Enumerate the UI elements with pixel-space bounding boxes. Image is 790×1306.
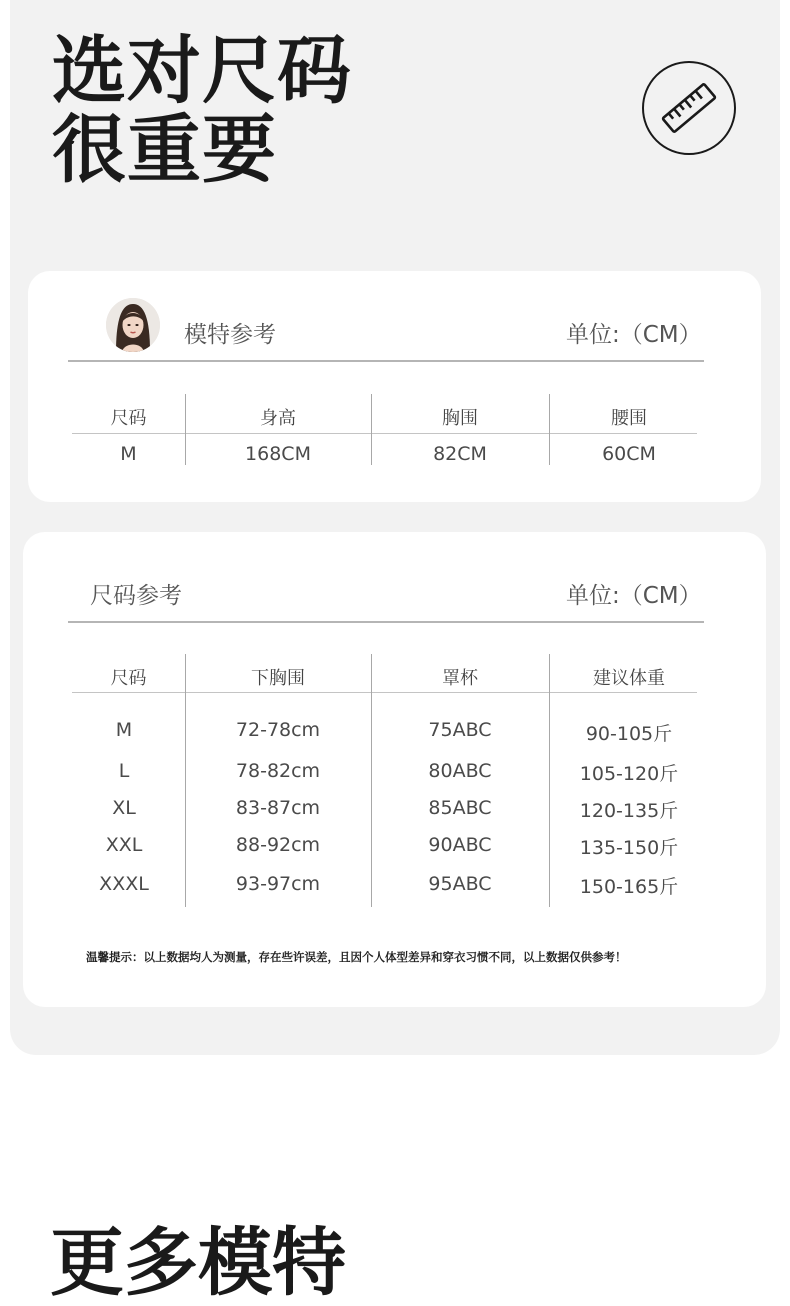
size-cell-weight: 135-150斤 <box>579 837 679 859</box>
size-card-heading: 尺码参考 <box>90 583 182 609</box>
measurement-notice: 温馨提示：以上数据均人为测量，存在些许误差，且因个人体型差异和穿衣习惯不同，以上数据仅供参考！ <box>86 950 627 964</box>
model-avatar-image <box>106 298 160 352</box>
next-section-title: 更多模特 <box>50 1220 346 1306</box>
model-card-unit: 单位:（CM） <box>566 322 702 348</box>
model-col-header: 尺码 <box>110 408 147 429</box>
size-cell-size: M <box>115 719 133 741</box>
size-cell-weight: 105-120斤 <box>579 763 679 785</box>
size-cell-cup: 80ABC <box>428 760 492 782</box>
size-cell-weight: 90-105斤 <box>585 723 673 745</box>
model-card-heading: 模特参考 <box>184 322 276 348</box>
model-avatar <box>106 298 160 352</box>
ruler-icon <box>644 63 734 153</box>
size-col-header: 罩杯 <box>442 668 478 689</box>
size-cell-underbust: 93-97cm <box>235 873 321 895</box>
size-reference-card <box>23 532 766 1007</box>
size-cell-size: XXL <box>105 834 143 856</box>
model-reference-card <box>28 271 761 502</box>
size-table-header-line <box>72 692 697 693</box>
size-card-divider <box>68 621 704 623</box>
model-table-header-line <box>72 433 697 434</box>
size-cell-weight: 120-135斤 <box>579 800 679 822</box>
size-cell-weight: 150-165斤 <box>579 876 679 898</box>
model-card-divider <box>68 360 704 362</box>
size-cell-size: XL <box>112 797 136 819</box>
model-col-header: 身高 <box>260 408 296 429</box>
model-cell-size: M <box>120 443 137 465</box>
model-cell-height: 168CM <box>245 443 311 465</box>
size-card-unit: 单位:（CM） <box>566 583 702 609</box>
size-cell-size: XXXL <box>99 873 149 895</box>
size-cell-underbust: 88-92cm <box>235 834 321 856</box>
size-cell-cup: 95ABC <box>428 873 492 895</box>
size-cell-size: L <box>118 760 130 782</box>
page-title-line-2: 很重要 <box>52 107 277 193</box>
ruler-badge <box>642 61 736 155</box>
size-cell-underbust: 83-87cm <box>235 797 321 819</box>
size-col-header: 下胸围 <box>251 668 305 689</box>
model-cell-waist: 60CM <box>602 443 656 465</box>
size-cell-underbust: 72-78cm <box>235 719 321 741</box>
size-cell-cup: 85ABC <box>428 797 492 819</box>
model-col-header: 腰围 <box>611 408 647 429</box>
size-col-header: 尺码 <box>110 668 147 689</box>
model-col-header: 胸围 <box>442 408 478 429</box>
model-cell-bust: 82CM <box>433 443 487 465</box>
size-col-header: 建议体重 <box>593 668 665 689</box>
size-cell-cup: 90ABC <box>428 834 492 856</box>
page-title-line-1: 选对尺码 <box>52 28 352 114</box>
size-cell-cup: 75ABC <box>428 719 492 741</box>
size-cell-underbust: 78-82cm <box>235 760 321 782</box>
